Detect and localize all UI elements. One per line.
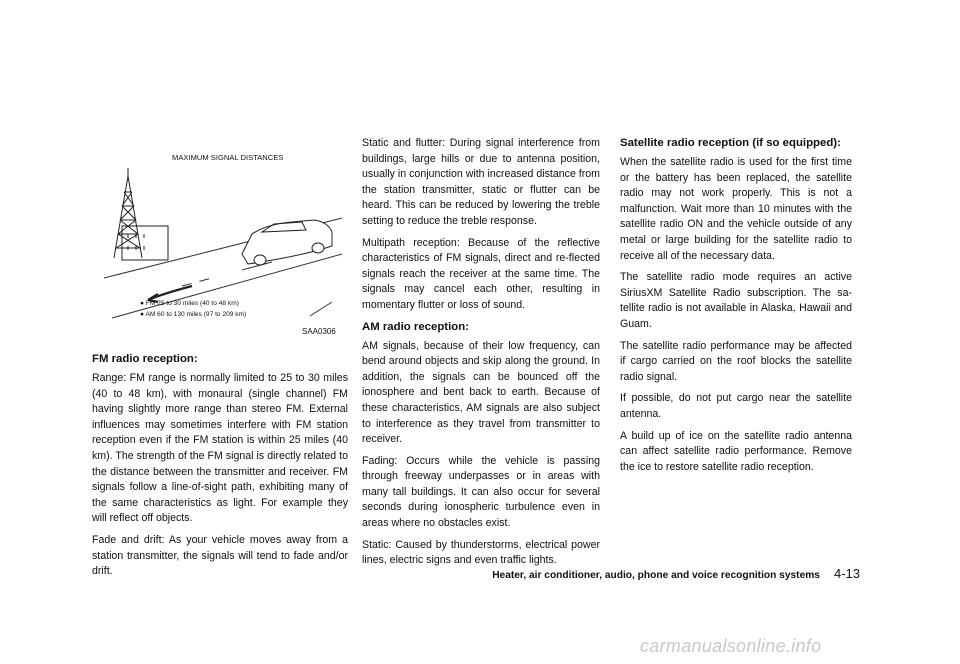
figure-bullet-fm: ● FM 25 to 30 miles (40 to 48 km) [140, 300, 239, 307]
radio-tower-icon [114, 168, 142, 258]
paragraph-satellite-antenna: If possible, do not put cargo near the satellite antenna. [620, 392, 852, 420]
paragraph-am-signals: AM signals, because of their low frequency, can bend around objects and skip along the ground. In addition, the signals can be bounced off the ionosphere and bent back to earth. Because of these characteristics, AM signals are also subject to interference as they travel from transmitter to receiver. [362, 339, 600, 446]
paragraph-static: Static: Caused by thunderstorms, electrical power lines, electric signs and even traffic lights. [362, 538, 600, 567]
car-icon [242, 220, 332, 265]
heading-am-radio-reception: AM radio reception: [362, 320, 469, 333]
building-icon [122, 226, 168, 260]
page-footer [440, 566, 860, 584]
page-number: 4-13 [833, 566, 860, 581]
paragraph-static-and-flutter: Static and flutter: During signal interference from buildings, large hills or due to antenna position, usually in conjunction with increased distance from the station transmitter, static or flutter can be heard. This can be reduced by lowering the treble setting to reduce the treble response. [362, 137, 600, 227]
signal-distance-illustration [92, 136, 348, 336]
ground-line [310, 302, 332, 316]
figure-title: MAXIMUM SIGNAL DISTANCES [172, 153, 284, 162]
figure-code: SAA0306 [302, 327, 336, 336]
paragraph-satellite-ice: A build up of ice on the satellite radio antenna can affect satellite radio performance. Remove the ice to restore satellite radio reception. [620, 429, 852, 473]
watermark: carmanualsonline.info [640, 636, 822, 656]
signal-distance-figure [92, 136, 348, 336]
heading-satellite-radio-reception: Satellite radio reception (if so equipped): [620, 137, 841, 149]
paragraph-satellite-first-use: When the satellite radio is used for the first time or the battery has been replaced, the satellite radio may not work properly. This is not a malfunction. Wait more than 10 minutes with the satellite radio ON and the vehicle outside of any metal or large building for the satellite radio to receive all of the necessary data. [620, 156, 852, 262]
heading-fm-radio-reception: FM radio reception: [92, 353, 198, 365]
column-fm-reception [92, 352, 348, 586]
paragraph-satellite-cargo: The satellite radio performance may be affected if cargo carried on the roof blocks the satellite radio signal. [620, 339, 852, 383]
paragraph-satellite-subscription: The satellite radio mode requires an active SiriusXM Satellite Radio subscription. The sa-tellite radio is not available in Alaska, Hawaii and Guam. [620, 271, 852, 330]
footer-section-title: Heater, air conditioner, audio, phone and voice recognition systems [492, 570, 820, 581]
paragraph-fm-range: Range: FM range is normally limited to 25 to 30 miles (40 to 48 km), with monaural (single channel) FM having slightly more range than stereo FM. External influences may sometimes interfere with FM station reception even if the FM station is within 25 miles (40 km). The strength of the FM signal is directly related to the distance between the transmitter and receiver. FM signals follow a line-of-sight path, exhibiting many of the same characteristics as light. For example they will reflect off objects. [92, 372, 348, 525]
paragraph-fading: Fading: Occurs while the vehicle is passing through freeway underpasses or in areas with many tall buildings. It can also occur for several seconds during ionospheric turbulence even in areas where no obstacles exist. [362, 454, 600, 530]
column-am-reception [362, 136, 600, 575]
paragraph-fade-and-drift: Fade and drift: As your vehicle moves away from a station transmitter, the signals will tend to fade and/or drift. [92, 533, 348, 578]
paragraph-multipath-reception: Multipath reception: Because of the reflective characteristics of FM signals, direct and re-flected signals reach the receiver at the same time. The signals may cancel each other, resulting in momentary flutter or loss of sound. [362, 236, 600, 311]
column-satellite-reception [620, 136, 852, 481]
figure-bullet-am: ● AM 60 to 130 miles (97 to 209 km) [140, 311, 247, 318]
